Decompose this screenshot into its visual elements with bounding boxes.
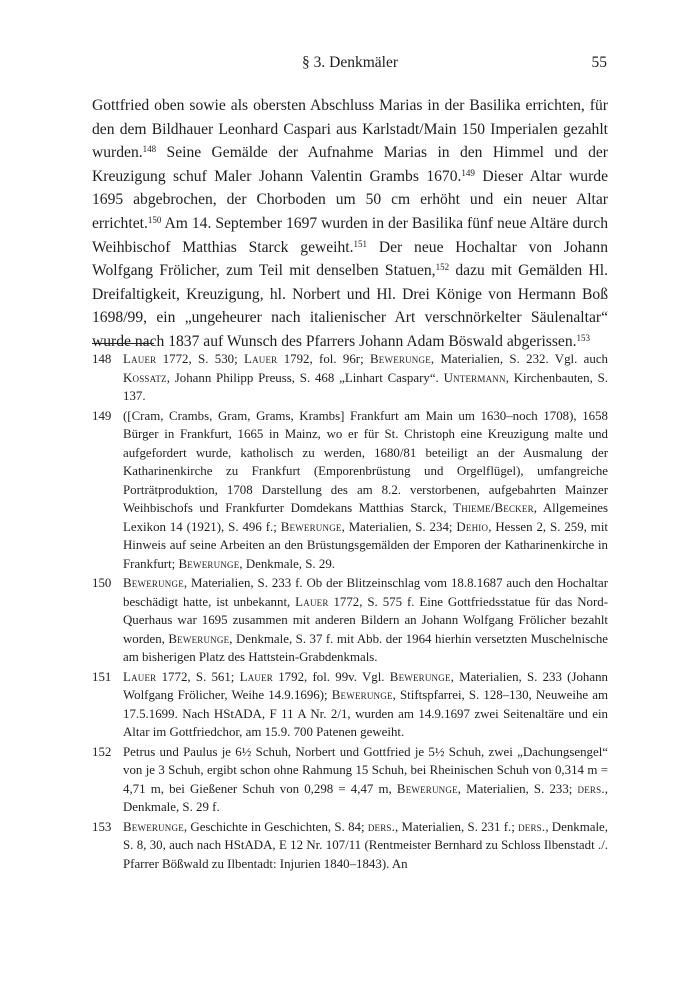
footnote-text: 1772, S. 561; bbox=[156, 669, 240, 684]
footnote-number: 150 bbox=[92, 576, 112, 590]
footnote-ref: 153 bbox=[576, 332, 591, 343]
author-name: ders. bbox=[518, 819, 546, 834]
text-run: Seine Gemälde der Aufnahme Marias in den Himmel und der Kreuzigung schuf Maler Johann Valentin Grambs 1670. bbox=[92, 144, 608, 185]
author-name: Lauer bbox=[123, 669, 157, 684]
text-run: Dieser Altar wurde 1695 abgebrochen, der Chorboden um 50 cm erhöht und ein neuer Altar errichtet. bbox=[92, 167, 608, 232]
footnote-ref: 152 bbox=[435, 262, 450, 273]
footnote-ref: 148 bbox=[142, 144, 157, 155]
text-run: dazu mit Gemälden Hl. Dreifaltigkeit, Kreuzigung, hl. Norbert und Hl. Drei Könige von Hermann Boß 1698/99, ein „ungeheurer nach italienischer Art verschnörkelter Säulenaltar“ wurde nach 1837 auf Wunsch des Pfarrers Johann Adam Böswald abgerissen. bbox=[92, 262, 608, 350]
footnote-152 bbox=[92, 743, 608, 817]
footnote-text: , Geschichte in Geschichten, S. 84; bbox=[183, 819, 368, 834]
author-name: Kossatz bbox=[123, 370, 167, 385]
body-paragraph bbox=[92, 94, 608, 354]
footnote-text: , Denkmale, S. 37 f. mit Abb. der 1964 hierhin versetzten Muschelnische am bisherigen Platz des Hattstein-Grabdenkmals. bbox=[123, 631, 608, 664]
footnote-text: , Denkmale, S. 29. bbox=[239, 556, 335, 571]
footnote-text: , Johann Philipp Preuss, S. 468 „Linhart Caspary“. bbox=[166, 370, 444, 385]
author-name: Bewerunge bbox=[389, 669, 451, 684]
author-name: Bewerunge bbox=[331, 688, 393, 702]
footnote-text: , Hessen 2, S. 259, mit Hinweis auf seine Arbeiten an den Brüstungsgemälden der Emporen der Katharinenkirche in Frankfurt; bbox=[123, 519, 608, 571]
author-name: Lauer bbox=[239, 669, 273, 684]
running-head bbox=[0, 54, 700, 80]
footnote-153 bbox=[92, 818, 608, 874]
text-run: Der neue Hochaltar von Johann Wolfgang Frölicher, zum Teil mit denselben Statuen, bbox=[92, 238, 608, 280]
author-name: Bewerunge bbox=[280, 519, 342, 534]
footnote-text: ([Cram, Crambs, Gram, Grams, Krambs] Frankfurt am Main um 1630–noch 1708), 1658 Bürger in Frankfurt, 1665 in Mainz, wo er für St. Christoph eine Kreuzigung malte und aufgefordert wurde, katholisch zu werden, 1680/81 beteiligt an der Ausmalung der Katharinenkirche zu Frankfurt (Emporenbrüstung und Orgelflügel), umfangreiche Porträtproduktion, 1708 Darstellung des am 8.2. verstorbenen, aufgebahrten Mainzer Weihbischofs und Frankfurter Domdekans Matthias Starck, bbox=[123, 408, 608, 515]
author-name: Lauer bbox=[123, 352, 157, 366]
author-name: Bewerunge bbox=[178, 556, 240, 571]
author-name: Bewerunge bbox=[168, 631, 230, 646]
running-title: § 3. Denkmäler bbox=[302, 54, 398, 71]
author-name: Bewerunge bbox=[123, 576, 184, 590]
author-name: Bewerunge bbox=[396, 781, 458, 796]
footnote-text: Petrus und Paulus je 6½ Schuh, Norbert und Gottfried je 5½ Schuh, zwei „Dachungsengel“ von je 3 Schuh, ergibt schon ohne Rahmung 15 Schuh, bei Rheinischen Schuh von 0,314 m = 4,71 m, bei Gießener Schuh von 0,298 = 4,47 m, bbox=[123, 744, 608, 796]
footnote-text: , Kirchenbauten, S. 137. bbox=[123, 370, 609, 403]
footnote-number: 153 bbox=[92, 819, 112, 834]
page-number: 55 bbox=[591, 54, 607, 71]
footnote-text: , Denkmale, S. 8, 30, auch nach HStADA, E 12 Nr. 107/11 (Rentmeister Bernhard zu Schloss Ilbenstadt ./. Pfarrer Bößwald zu Ilbentadt: Injurien 1840–1843). An bbox=[123, 819, 608, 871]
footnote-text: , Materialien, S. 234; bbox=[341, 519, 457, 534]
author-name: Bewerunge bbox=[370, 352, 431, 366]
footnote-ref: 150 bbox=[147, 214, 162, 225]
author-name: Bewerunge bbox=[123, 819, 184, 834]
footnote-151 bbox=[92, 668, 608, 742]
footnote-text: 1772, S. 575 f. Eine Gottfriedsstatue für das Nord-Querhaus war 1695 zusammen mit anderen Bildern an Johann Wolfgang Frölicher bezahlt worden, bbox=[123, 594, 608, 646]
footnote-number: 149 bbox=[92, 408, 112, 423]
footnote-text: , Materialien, S. 232. Vgl. auch bbox=[430, 352, 608, 366]
author-name: Untermann bbox=[443, 370, 506, 385]
footnote-text: , Materialien, S. 231 f.; bbox=[395, 819, 519, 834]
footnote-text: , Materialien, S. 233; bbox=[457, 781, 578, 796]
footnote-ref: 151 bbox=[353, 238, 368, 249]
footnote-text: , Stiftspfarrei, S. 128–130, Neuweihe am 17.5.1699. Nach HStADA, F 11 A Nr. 2/1, wurden am 14.9.1697 zwei Seitenaltäre und ein Altar im Gottfriedchor, am 15.9. 700 Patenen geweiht. bbox=[123, 688, 608, 739]
author-name: ders. bbox=[577, 781, 605, 796]
footnote-separator bbox=[92, 343, 154, 344]
footnote-number: 152 bbox=[92, 744, 112, 759]
footnote-text: , Denkmale, S. 29 f. bbox=[123, 781, 608, 814]
author-name: ders. bbox=[367, 819, 396, 834]
footnote-text: , Materialien, S. 233 (Johann Wolfgang Frölicher, Weihe 14.9.1696); bbox=[123, 669, 608, 702]
main-text bbox=[92, 94, 608, 354]
footnote-text: 1792, fol. 99v. Vgl. bbox=[273, 669, 390, 684]
text-run: Am 14. September 1697 wurden in der Basilika fünf neue Altäre durch Weihbischof Matthias Starck geweiht. bbox=[92, 214, 608, 256]
footnote-149 bbox=[92, 407, 608, 574]
author-name: Lauer bbox=[295, 594, 329, 609]
footnote-text: , Materialien, S. 233 f. Ob der Blitzeinschlag vom 18.8.1687 auch den Hochaltar beschädigt hatte, ist unbekannt, bbox=[123, 576, 608, 609]
author-name: Thieme/Becker bbox=[453, 501, 534, 515]
footnote-text: 1772, S. 530; bbox=[156, 352, 244, 366]
footnote-number: 151 bbox=[92, 669, 112, 684]
footnote-150 bbox=[92, 574, 608, 667]
author-name: Lauer bbox=[244, 352, 278, 366]
footnotes bbox=[92, 350, 608, 874]
footnote-148 bbox=[92, 350, 608, 406]
author-name: Dehio bbox=[456, 519, 489, 534]
text-run: Gottfried oben sowie als obersten Abschluss Marias in der Basilika errichten, für den dem Bildhauer Leonhard Caspari aus Karlstadt/Main 150 Imperialen gezahlt wurden. bbox=[92, 97, 608, 162]
footnote-number: 148 bbox=[92, 352, 112, 366]
footnote-ref: 149 bbox=[461, 167, 475, 178]
footnote-text: , Allgemeines Lexikon 14 (1921), S. 496 f.; bbox=[123, 501, 609, 534]
footnote-text: 1792, fol. 96r; bbox=[277, 352, 370, 366]
